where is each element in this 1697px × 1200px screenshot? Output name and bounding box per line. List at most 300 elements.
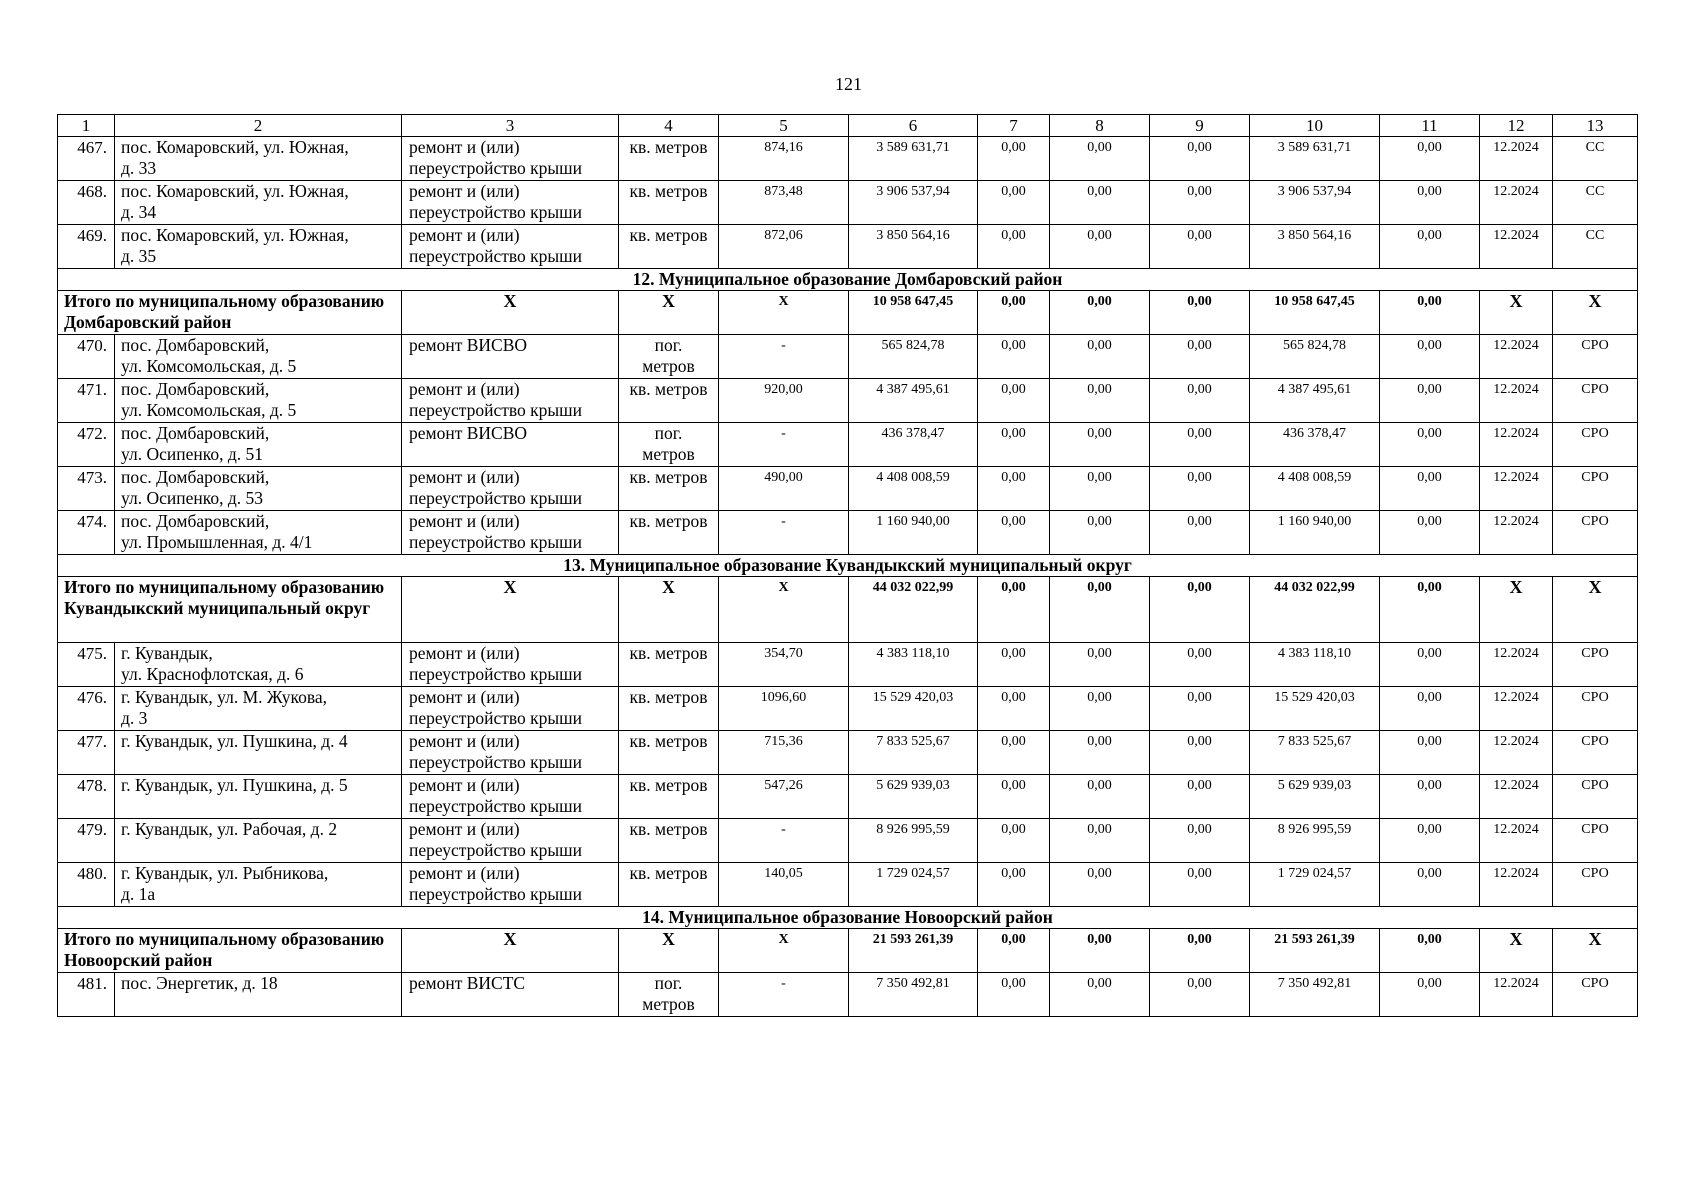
work-type-line: ремонт и (или) <box>409 137 520 157</box>
cell-c6: 5 629 939,03 <box>849 775 978 819</box>
cell-c12: Х <box>1480 577 1553 643</box>
cell-c12: Х <box>1480 929 1553 973</box>
work-type-line: переустройство крыши <box>409 488 582 508</box>
table-row <box>58 467 1638 511</box>
cell-col3: Х <box>402 577 619 643</box>
cell-c9: 0,00 <box>1150 335 1250 379</box>
cell-c5: 715,36 <box>719 731 849 775</box>
cell-c7: 0,00 <box>978 775 1050 819</box>
cell-c5: - <box>719 973 849 1017</box>
address-cell <box>115 225 402 269</box>
address-line: пос. Домбаровский, <box>121 423 270 443</box>
unit-cell <box>619 379 719 423</box>
cell-c13: СРО <box>1553 863 1638 907</box>
table-row <box>58 819 1638 863</box>
address-cell <box>115 423 402 467</box>
cell-c6: 10 958 647,45 <box>849 291 978 335</box>
cell-c11: 0,00 <box>1380 467 1480 511</box>
cell-c11: 0,00 <box>1380 423 1480 467</box>
cell-c5: Х <box>719 577 849 643</box>
cell-c12: 12.2024 <box>1480 423 1553 467</box>
cell-c13: СРО <box>1553 687 1638 731</box>
cell-c10: 8 926 995,59 <box>1250 819 1380 863</box>
cell-c9: 0,00 <box>1150 973 1250 1017</box>
cell-c5: 547,26 <box>719 775 849 819</box>
section-title: 14. Муниципальное образование Новоорский район <box>58 907 1638 929</box>
table-row <box>58 379 1638 423</box>
col-header: 10 <box>1250 115 1380 137</box>
work-type-line: ремонт и (или) <box>409 819 520 839</box>
row-number: 467. <box>58 137 115 181</box>
cell-c7: 0,00 <box>978 291 1050 335</box>
cell-c6: 4 408 008,59 <box>849 467 978 511</box>
col-header: 8 <box>1050 115 1150 137</box>
unit-cell <box>619 423 719 467</box>
cell-c8: 0,00 <box>1050 731 1150 775</box>
work-type-line: ремонт и (или) <box>409 687 520 707</box>
cell-c8: 0,00 <box>1050 819 1150 863</box>
unit-line: метров <box>642 356 695 376</box>
work-type-line: переустройство крыши <box>409 840 582 860</box>
cell-col4: Х <box>619 577 719 643</box>
address-line: ул. Комсомольская, д. 5 <box>121 400 297 420</box>
cell-c12: 12.2024 <box>1480 181 1553 225</box>
cell-c13: СРО <box>1553 643 1638 687</box>
work-type-line: ремонт ВИСТС <box>409 973 526 993</box>
col-header: 7 <box>978 115 1050 137</box>
cell-c8: 0,00 <box>1050 973 1150 1017</box>
work-type-cell <box>402 819 619 863</box>
cell-c5: Х <box>719 291 849 335</box>
cell-c9: 0,00 <box>1150 643 1250 687</box>
unit-cell <box>619 775 719 819</box>
cell-c11: 0,00 <box>1380 225 1480 269</box>
work-type-line: переустройство крыши <box>409 202 582 222</box>
cell-c11: 0,00 <box>1380 577 1480 643</box>
address-cell <box>115 137 402 181</box>
unit-cell <box>619 137 719 181</box>
unit-line: кв. метров <box>629 819 708 839</box>
address-cell <box>115 731 402 775</box>
cell-c9: 0,00 <box>1150 775 1250 819</box>
work-type-cell <box>402 775 619 819</box>
unit-line: кв. метров <box>629 379 708 399</box>
cell-c9: 0,00 <box>1150 379 1250 423</box>
unit-cell <box>619 643 719 687</box>
cell-c12: 12.2024 <box>1480 973 1553 1017</box>
unit-cell <box>619 335 719 379</box>
cell-c11: 0,00 <box>1380 775 1480 819</box>
unit-line: кв. метров <box>629 137 708 157</box>
cell-c10: 5 629 939,03 <box>1250 775 1380 819</box>
address-cell <box>115 643 402 687</box>
cell-c7: 0,00 <box>978 137 1050 181</box>
work-type-line: переустройство крыши <box>409 752 582 772</box>
work-type-cell <box>402 467 619 511</box>
cell-c9: 0,00 <box>1150 687 1250 731</box>
work-type-cell <box>402 423 619 467</box>
col-header: 3 <box>402 115 619 137</box>
cell-c8: 0,00 <box>1050 863 1150 907</box>
cell-c12: 12.2024 <box>1480 687 1553 731</box>
work-type-line: ремонт и (или) <box>409 379 520 399</box>
cell-c11: 0,00 <box>1380 335 1480 379</box>
cell-c13: Х <box>1553 291 1638 335</box>
cell-c7: 0,00 <box>978 379 1050 423</box>
unit-line: кв. метров <box>629 731 708 751</box>
row-number: 472. <box>58 423 115 467</box>
cell-c9: 0,00 <box>1150 863 1250 907</box>
cell-c11: 0,00 <box>1380 291 1480 335</box>
cell-c8: 0,00 <box>1050 775 1150 819</box>
cell-c7: 0,00 <box>978 819 1050 863</box>
cell-c13: СС <box>1553 181 1638 225</box>
cell-c10: 4 383 118,10 <box>1250 643 1380 687</box>
column-number-header <box>58 115 1638 137</box>
cell-c8: 0,00 <box>1050 643 1150 687</box>
address-line: д. 3 <box>121 708 148 728</box>
cell-c5: 140,05 <box>719 863 849 907</box>
address-line: пос. Комаровский, ул. Южная, <box>121 181 349 201</box>
cell-c5: - <box>719 819 849 863</box>
cell-c13: СРО <box>1553 511 1638 555</box>
cell-c11: 0,00 <box>1380 973 1480 1017</box>
cell-c12: 12.2024 <box>1480 863 1553 907</box>
cell-c5: 490,00 <box>719 467 849 511</box>
cell-c5: 873,48 <box>719 181 849 225</box>
cell-c8: 0,00 <box>1050 467 1150 511</box>
address-cell <box>115 973 402 1017</box>
cell-c11: 0,00 <box>1380 687 1480 731</box>
address-cell <box>115 335 402 379</box>
cell-c13: СРО <box>1553 335 1638 379</box>
cell-c9: 0,00 <box>1150 467 1250 511</box>
cell-c8: 0,00 <box>1050 291 1150 335</box>
unit-cell <box>619 225 719 269</box>
cell-c11: 0,00 <box>1380 181 1480 225</box>
cell-c6: 565 824,78 <box>849 335 978 379</box>
work-type-line: ремонт и (или) <box>409 181 520 201</box>
cell-c5: 354,70 <box>719 643 849 687</box>
row-number: 473. <box>58 467 115 511</box>
row-number: 471. <box>58 379 115 423</box>
work-type-line: переустройство крыши <box>409 158 582 178</box>
cell-c10: 10 958 647,45 <box>1250 291 1380 335</box>
table-row <box>58 335 1638 379</box>
address-line: ул. Осипенко, д. 51 <box>121 444 263 464</box>
table-row <box>58 863 1638 907</box>
cell-c6: 3 906 537,94 <box>849 181 978 225</box>
cell-c12: 12.2024 <box>1480 819 1553 863</box>
cell-c9: 0,00 <box>1150 423 1250 467</box>
cell-c6: 4 387 495,61 <box>849 379 978 423</box>
cell-c6: 8 926 995,59 <box>849 819 978 863</box>
work-type-cell <box>402 225 619 269</box>
address-line: ул. Промышленная, д. 4/1 <box>121 532 313 552</box>
unit-cell <box>619 863 719 907</box>
total-label: Итого по муниципальному образованию Кувандыкский муниципальный округ <box>58 577 402 643</box>
unit-cell <box>619 687 719 731</box>
cell-c10: 1 729 024,57 <box>1250 863 1380 907</box>
cell-col3: Х <box>402 929 619 973</box>
work-type-cell <box>402 863 619 907</box>
cell-c12: 12.2024 <box>1480 643 1553 687</box>
address-cell <box>115 467 402 511</box>
address-cell <box>115 819 402 863</box>
cell-c8: 0,00 <box>1050 577 1150 643</box>
cell-c13: СС <box>1553 137 1638 181</box>
work-type-line: переустройство крыши <box>409 532 582 552</box>
cell-c10: 3 589 631,71 <box>1250 137 1380 181</box>
cell-c11: 0,00 <box>1380 929 1480 973</box>
unit-line: кв. метров <box>629 775 708 795</box>
total-row <box>58 577 1638 643</box>
cell-c6: 21 593 261,39 <box>849 929 978 973</box>
row-number: 475. <box>58 643 115 687</box>
address-line: г. Кувандык, ул. Пушкина, д. 5 <box>121 775 348 795</box>
cell-c6: 1 729 024,57 <box>849 863 978 907</box>
cell-c13: СРО <box>1553 775 1638 819</box>
cell-c9: 0,00 <box>1150 137 1250 181</box>
unit-line: кв. метров <box>629 863 708 883</box>
cell-c9: 0,00 <box>1150 929 1250 973</box>
col-header: 1 <box>58 115 115 137</box>
unit-line: кв. метров <box>629 225 708 245</box>
cell-c13: СРО <box>1553 379 1638 423</box>
table-row <box>58 511 1638 555</box>
unit-cell <box>619 731 719 775</box>
work-type-cell <box>402 181 619 225</box>
unit-line: пог. <box>654 973 683 993</box>
address-cell <box>115 863 402 907</box>
work-type-cell <box>402 335 619 379</box>
work-type-cell <box>402 973 619 1017</box>
cell-c8: 0,00 <box>1050 511 1150 555</box>
unit-line: метров <box>642 994 695 1014</box>
page-number: 121 <box>835 74 862 94</box>
unit-line: метров <box>642 444 695 464</box>
address-line: пос. Энергетик, д. 18 <box>121 973 278 993</box>
cell-c13: Х <box>1553 929 1638 973</box>
cell-c10: 7 833 525,67 <box>1250 731 1380 775</box>
work-type-line: ремонт и (или) <box>409 225 520 245</box>
cell-c11: 0,00 <box>1380 511 1480 555</box>
cell-c12: 12.2024 <box>1480 467 1553 511</box>
cell-c7: 0,00 <box>978 577 1050 643</box>
col-header: 4 <box>619 115 719 137</box>
cell-c8: 0,00 <box>1050 225 1150 269</box>
repair-program-table <box>57 114 1638 1017</box>
unit-cell <box>619 819 719 863</box>
work-type-line: переустройство крыши <box>409 400 582 420</box>
total-row <box>58 929 1638 973</box>
col-header: 6 <box>849 115 978 137</box>
cell-c7: 0,00 <box>978 225 1050 269</box>
cell-c9: 0,00 <box>1150 819 1250 863</box>
cell-c8: 0,00 <box>1050 379 1150 423</box>
cell-c10: 44 032 022,99 <box>1250 577 1380 643</box>
cell-col4: Х <box>619 291 719 335</box>
table-row <box>58 775 1638 819</box>
unit-cell <box>619 511 719 555</box>
table-row <box>58 687 1638 731</box>
total-row <box>58 291 1638 335</box>
cell-c11: 0,00 <box>1380 819 1480 863</box>
table-row <box>58 643 1638 687</box>
cell-c8: 0,00 <box>1050 137 1150 181</box>
work-type-line: ремонт и (или) <box>409 643 520 663</box>
cell-c7: 0,00 <box>978 511 1050 555</box>
address-line: пос. Домбаровский, <box>121 335 270 355</box>
address-cell <box>115 379 402 423</box>
cell-c5: 920,00 <box>719 379 849 423</box>
work-type-line: переустройство крыши <box>409 708 582 728</box>
work-type-cell <box>402 511 619 555</box>
unit-line: кв. метров <box>629 511 708 531</box>
address-line: ул. Краснофлотская, д. 6 <box>121 664 304 684</box>
table-row <box>58 423 1638 467</box>
row-number: 470. <box>58 335 115 379</box>
row-number: 476. <box>58 687 115 731</box>
cell-c10: 436 378,47 <box>1250 423 1380 467</box>
work-type-line: переустройство крыши <box>409 246 582 266</box>
section-header-row <box>58 555 1638 577</box>
address-line: д. 1а <box>121 884 156 904</box>
row-number: 478. <box>58 775 115 819</box>
cell-c7: 0,00 <box>978 687 1050 731</box>
cell-c6: 3 850 564,16 <box>849 225 978 269</box>
cell-c8: 0,00 <box>1050 335 1150 379</box>
section-title: 13. Муниципальное образование Кувандыкский муниципальный округ <box>58 555 1638 577</box>
cell-c9: 0,00 <box>1150 291 1250 335</box>
row-number: 468. <box>58 181 115 225</box>
cell-c10: 3 906 537,94 <box>1250 181 1380 225</box>
cell-c12: 12.2024 <box>1480 335 1553 379</box>
cell-c9: 0,00 <box>1150 511 1250 555</box>
work-type-line: ремонт и (или) <box>409 467 520 487</box>
cell-c7: 0,00 <box>978 181 1050 225</box>
address-line: г. Кувандык, ул. Рыбникова, <box>121 863 329 883</box>
cell-c10: 4 408 008,59 <box>1250 467 1380 511</box>
work-type-line: переустройство крыши <box>409 664 582 684</box>
cell-c7: 0,00 <box>978 863 1050 907</box>
cell-c10: 15 529 420,03 <box>1250 687 1380 731</box>
row-number: 480. <box>58 863 115 907</box>
address-line: г. Кувандык, ул. М. Жукова, <box>121 687 328 707</box>
cell-c7: 0,00 <box>978 467 1050 511</box>
cell-c7: 0,00 <box>978 929 1050 973</box>
cell-c7: 0,00 <box>978 643 1050 687</box>
cell-c10: 3 850 564,16 <box>1250 225 1380 269</box>
work-type-line: ремонт и (или) <box>409 775 520 795</box>
col-header: 12 <box>1480 115 1553 137</box>
cell-c6: 436 378,47 <box>849 423 978 467</box>
cell-c6: 7 833 525,67 <box>849 731 978 775</box>
cell-c8: 0,00 <box>1050 181 1150 225</box>
work-type-line: переустройство крыши <box>409 796 582 816</box>
unit-line: кв. метров <box>629 643 708 663</box>
unit-line: кв. метров <box>629 687 708 707</box>
work-type-cell <box>402 687 619 731</box>
cell-c6: 7 350 492,81 <box>849 973 978 1017</box>
cell-c12: 12.2024 <box>1480 775 1553 819</box>
address-line: пос. Домбаровский, <box>121 511 270 531</box>
cell-col4: Х <box>619 929 719 973</box>
work-type-line: переустройство крыши <box>409 884 582 904</box>
col-header: 5 <box>719 115 849 137</box>
cell-c5: Х <box>719 929 849 973</box>
address-line: пос. Комаровский, ул. Южная, <box>121 225 349 245</box>
total-label: Итого по муниципальному образованию Домбаровский район <box>58 291 402 335</box>
work-type-line: ремонт и (или) <box>409 511 520 531</box>
cell-c12: 12.2024 <box>1480 137 1553 181</box>
cell-c9: 0,00 <box>1150 731 1250 775</box>
work-type-cell <box>402 137 619 181</box>
address-cell <box>115 181 402 225</box>
unit-line: кв. метров <box>629 181 708 201</box>
unit-cell <box>619 181 719 225</box>
unit-line: кв. метров <box>629 467 708 487</box>
section-title: 12. Муниципальное образование Домбаровский район <box>58 269 1638 291</box>
row-number: 477. <box>58 731 115 775</box>
cell-c13: СРО <box>1553 973 1638 1017</box>
cell-c5: - <box>719 423 849 467</box>
cell-c9: 0,00 <box>1150 181 1250 225</box>
cell-c8: 0,00 <box>1050 423 1150 467</box>
cell-c10: 1 160 940,00 <box>1250 511 1380 555</box>
table-row <box>58 973 1638 1017</box>
work-type-line: ремонт ВИСВО <box>409 423 528 443</box>
section-header-row <box>58 907 1638 929</box>
cell-c7: 0,00 <box>978 731 1050 775</box>
cell-c8: 0,00 <box>1050 929 1150 973</box>
col-header: 13 <box>1553 115 1638 137</box>
cell-c6: 1 160 940,00 <box>849 511 978 555</box>
cell-c13: СРО <box>1553 819 1638 863</box>
address-line: пос. Домбаровский, <box>121 379 270 399</box>
address-line: пос. Комаровский, ул. Южная, <box>121 137 349 157</box>
col-header: 11 <box>1380 115 1480 137</box>
cell-c9: 0,00 <box>1150 225 1250 269</box>
cell-c12: Х <box>1480 291 1553 335</box>
cell-c5: - <box>719 511 849 555</box>
address-line: ул. Осипенко, д. 53 <box>121 488 263 508</box>
cell-c10: 21 593 261,39 <box>1250 929 1380 973</box>
table-row <box>58 731 1638 775</box>
cell-c8: 0,00 <box>1050 687 1150 731</box>
cell-col3: Х <box>402 291 619 335</box>
address-line: г. Кувандык, <box>121 643 213 663</box>
cell-c7: 0,00 <box>978 973 1050 1017</box>
cell-c13: СРО <box>1553 467 1638 511</box>
address-cell <box>115 775 402 819</box>
cell-c6: 3 589 631,71 <box>849 137 978 181</box>
col-header: 2 <box>115 115 402 137</box>
unit-cell <box>619 467 719 511</box>
table-row <box>58 225 1638 269</box>
cell-c11: 0,00 <box>1380 863 1480 907</box>
cell-c6: 15 529 420,03 <box>849 687 978 731</box>
cell-c5: 874,16 <box>719 137 849 181</box>
table-row <box>58 137 1638 181</box>
unit-cell <box>619 973 719 1017</box>
cell-c6: 4 383 118,10 <box>849 643 978 687</box>
cell-c13: СРО <box>1553 423 1638 467</box>
col-header: 9 <box>1150 115 1250 137</box>
cell-c12: 12.2024 <box>1480 379 1553 423</box>
address-line: г. Кувандык, ул. Пушкина, д. 4 <box>121 731 348 751</box>
cell-c11: 0,00 <box>1380 379 1480 423</box>
